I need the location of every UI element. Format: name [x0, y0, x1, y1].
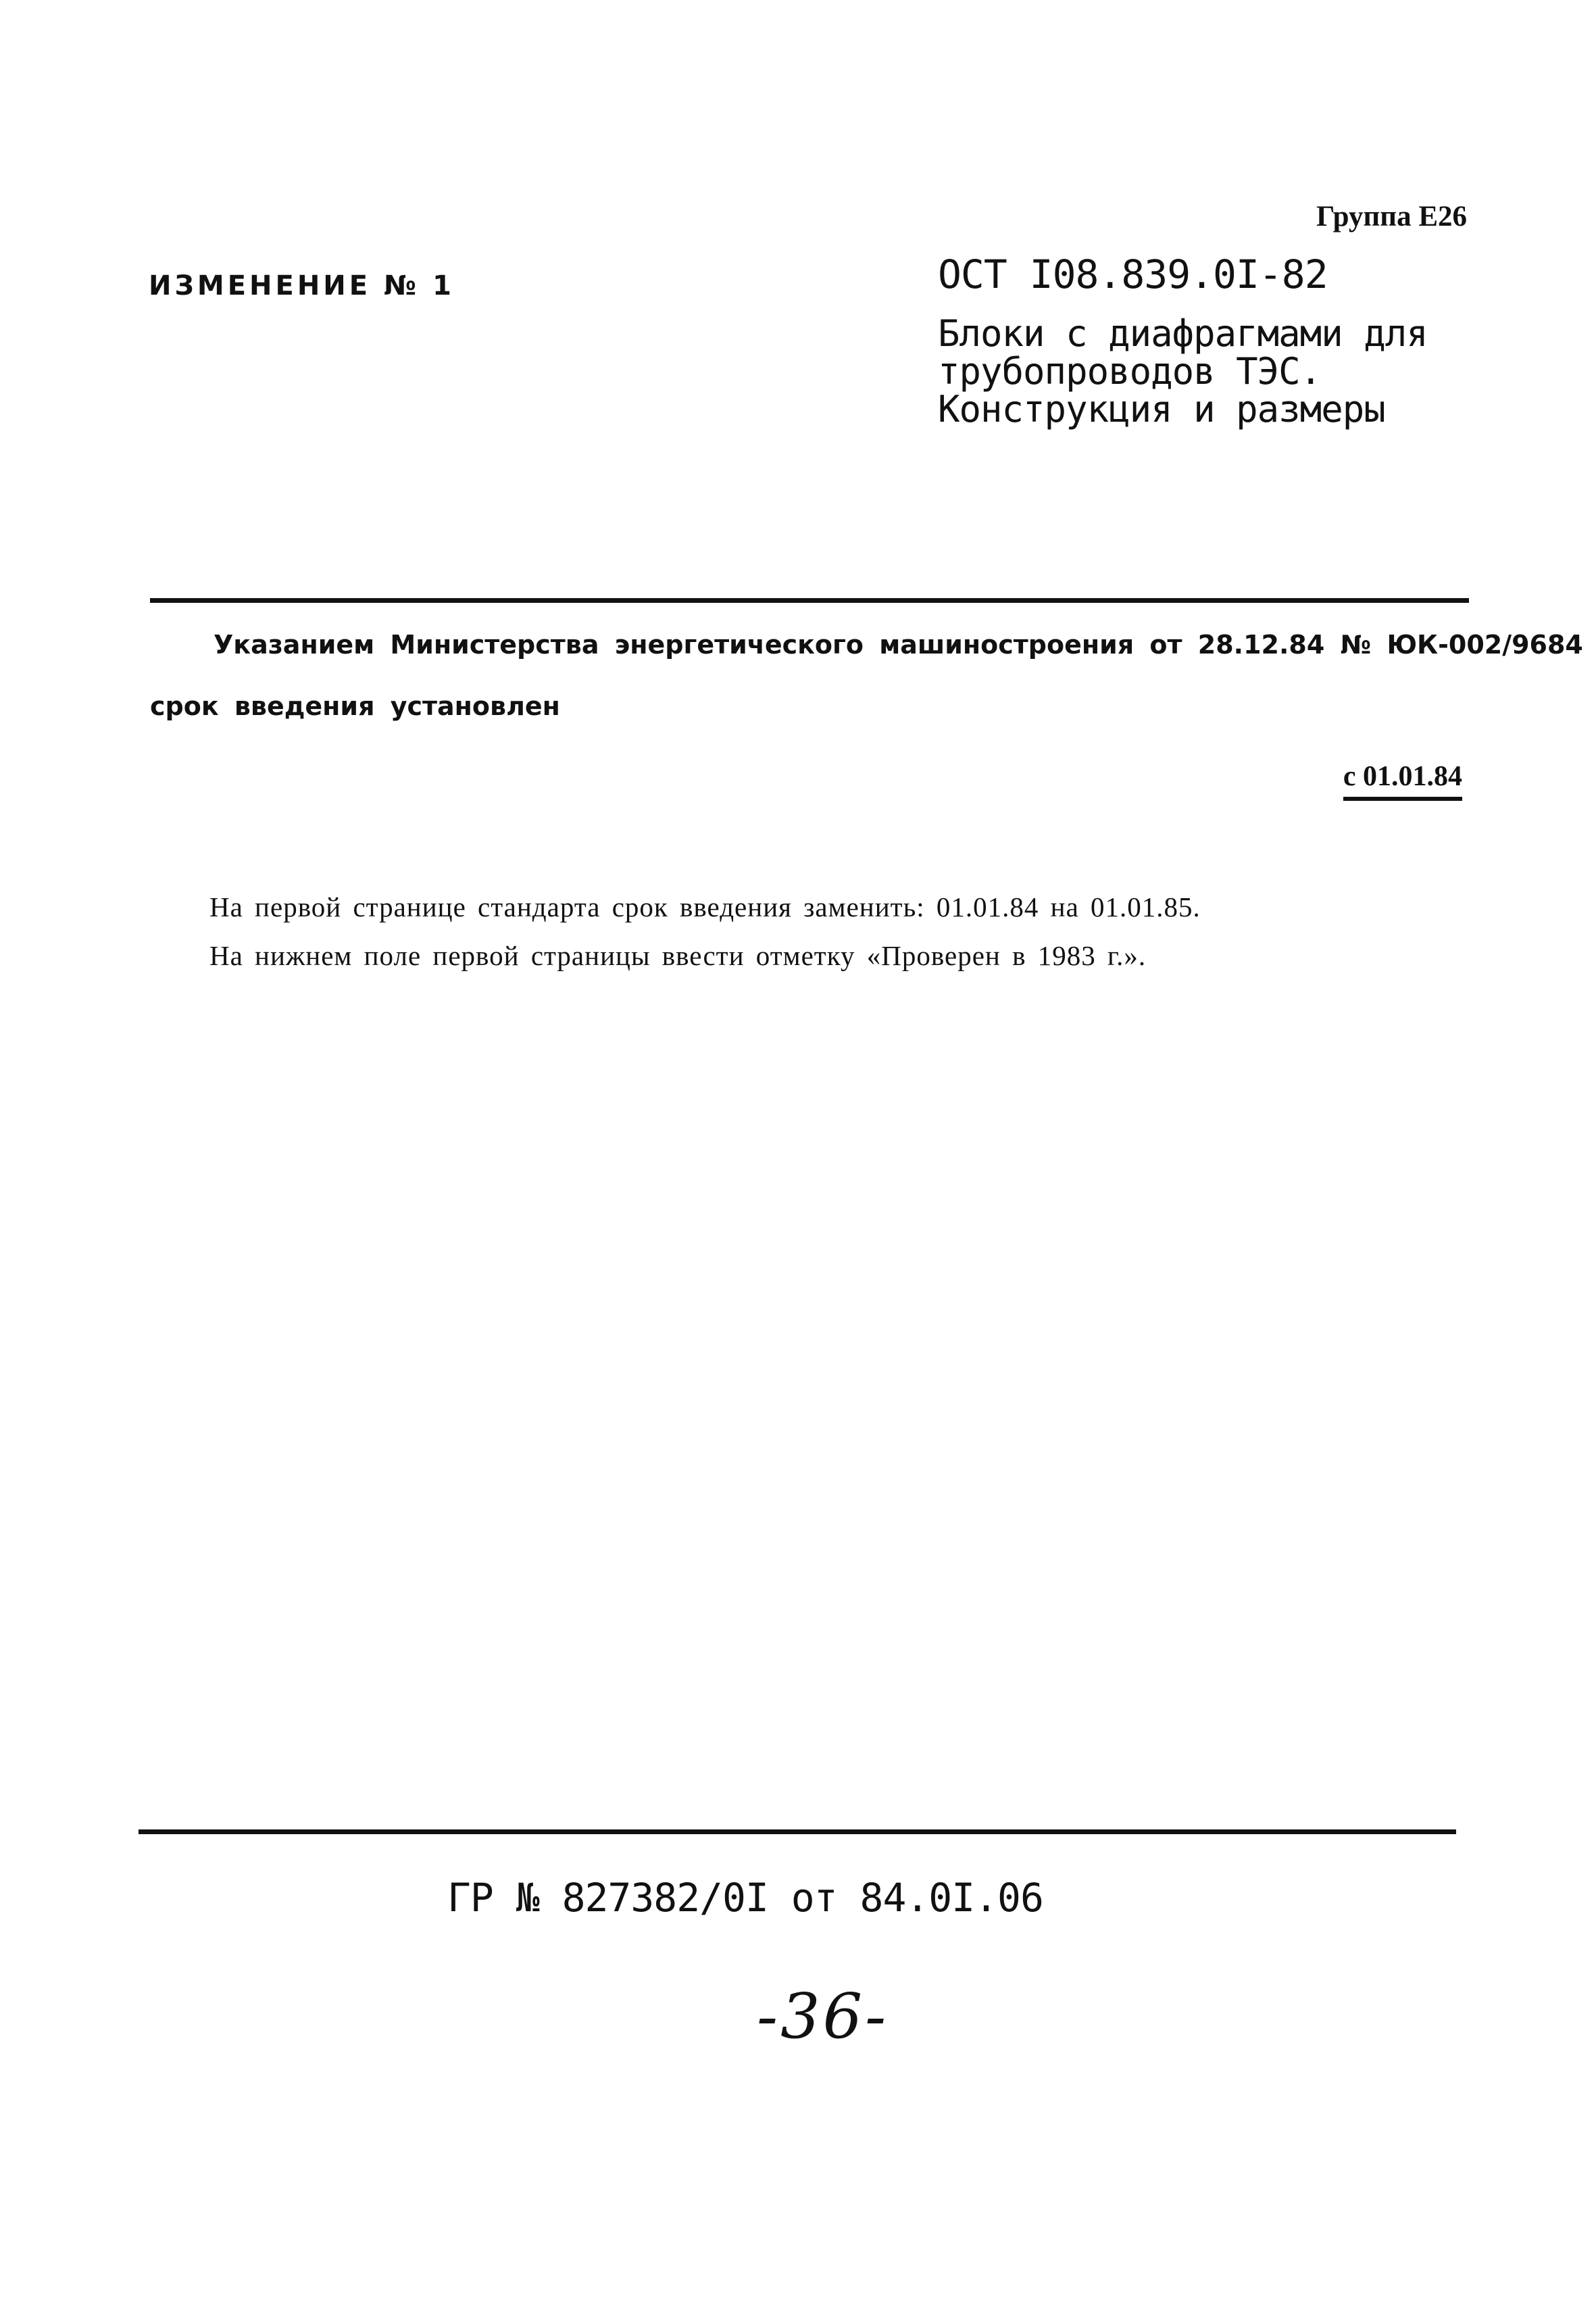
- standard-block: [938, 251, 1428, 430]
- effective-date-intro: срок введения установлен: [150, 691, 560, 721]
- standard-title-line-1: Блоки с диафрагмами для: [938, 312, 1428, 355]
- standard-number: ОСТ I08.839.0I-82: [938, 251, 1328, 297]
- standard-title-line-2: трубопроводов ТЭС.: [938, 350, 1322, 393]
- effective-date: с 01.01.84: [1343, 760, 1462, 801]
- ministry-order-text: Указанием Министерства энергетического машиностроения от 28.12.84 № ЮК-002/9684: [214, 630, 1583, 660]
- change-item-2: На нижнем поле первой страницы ввести отметку «Проверен в 1983 г.».: [209, 940, 1147, 971]
- group-label: Группа Е26: [1316, 201, 1467, 232]
- change-number-heading: ИЗМЕНЕНИЕ № 1: [149, 270, 455, 301]
- page-number: -36-: [757, 1980, 889, 2052]
- registration-number: ГР № 827382/0I от 84.0I.06: [447, 1875, 1043, 1921]
- top-divider: [150, 598, 1469, 603]
- change-item-1: На первой странице стандарта срок введения заменить: 01.01.84 на 01.01.85.: [209, 891, 1201, 922]
- bottom-divider: [139, 1829, 1456, 1834]
- standard-title-line-3: Конструкция и размеры: [938, 388, 1385, 430]
